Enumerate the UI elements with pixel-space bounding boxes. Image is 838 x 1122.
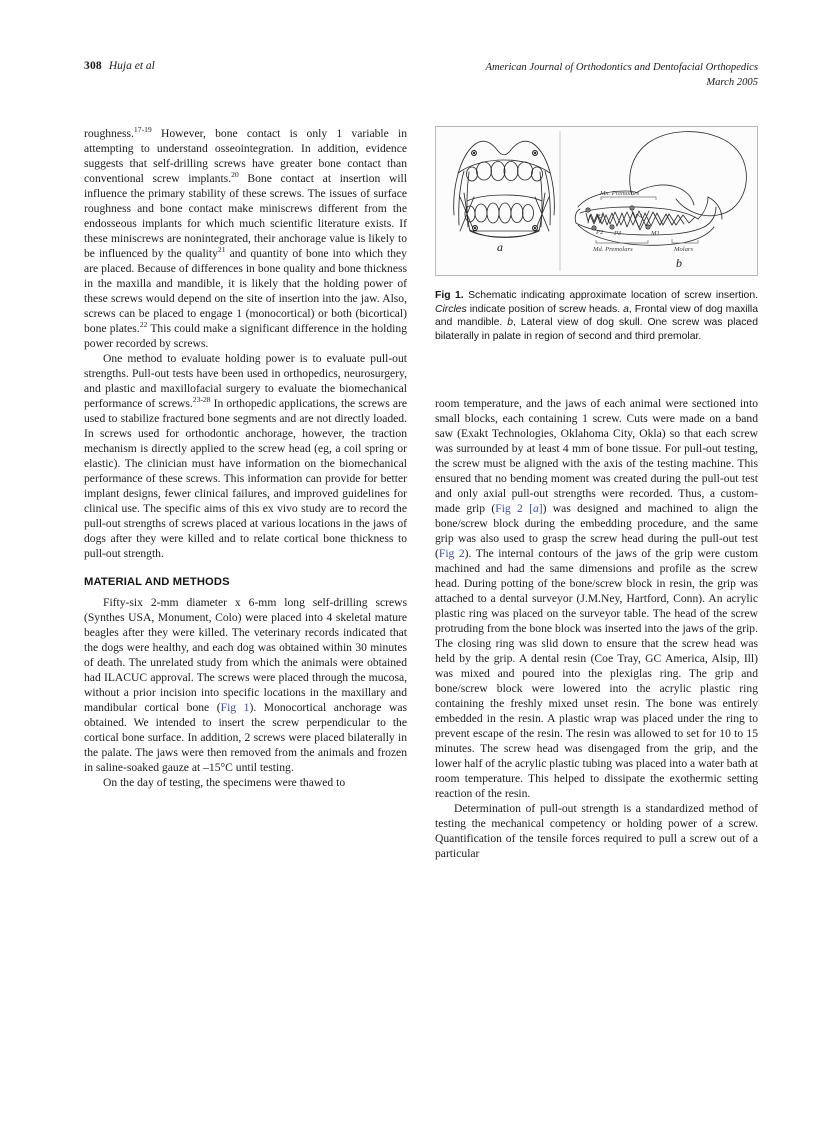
figure-1-block <box>435 126 758 343</box>
svg-text:Mx. Premolars: Mx. Premolars <box>600 190 640 197</box>
svg-text:P2: P2 <box>596 229 604 236</box>
paragraph: Determination of pull-out strength is a standardized method of testing the mechanical competency or holding power of a screw. Quantification of the tensile forces required to pull a screw out of a particular <box>435 802 758 860</box>
citation-superscript[interactable]: 20 <box>231 170 239 180</box>
citation-superscript[interactable]: 21 <box>217 245 226 255</box>
article-authors: Huja et al <box>108 60 155 72</box>
paragraph: On the day of testing, the specimens were thawed to <box>103 775 346 789</box>
running-head-right <box>486 60 758 90</box>
page-number: 308 <box>84 60 102 72</box>
svg-text:Molars: Molars <box>674 246 694 253</box>
figure-reference-link[interactable]: Fig 1 <box>220 700 250 714</box>
running-head <box>84 60 758 90</box>
svg-text:P3: P3 <box>614 230 622 237</box>
svg-text:P4: P4 <box>635 213 643 220</box>
figure-reference-link[interactable]: Fig 2 [ <box>495 502 533 515</box>
paragraph: Fifty-six 2-mm diameter x 6-mm long self-drilling screws (Synthes USA, Monument, Colo) were placed into 4 skeletal mature beagles after they were killed. The veterinary records indicated that the dogs were healthy, and each dog was obtained within 30 minutes of death. The unrelated study from which the animals were obtained had ILACUC approval. The screws were placed through the mucosa, without a prior incision into specific locations in the maxillary and mandibular cortical bone (Fig 1). Monocortical anchorage was obtained. We intended to insert the screw perpendicular to the cortical bone surface. In addition, 2 screws were placed bilaterally in the palate. The jaws were then removed from the animals and frozen in saline-soaked gauze at –15°C until testing. <box>84 595 407 774</box>
panel-a-label: a <box>497 240 503 254</box>
svg-text:P3: P3 <box>596 213 604 220</box>
left-column-methods-body <box>84 595 407 790</box>
figure-reference-link[interactable]: a <box>532 502 539 515</box>
left-column-body <box>84 126 407 561</box>
svg-text:M1: M1 <box>651 230 660 237</box>
paragraph: room temperature, and the jaws of each animal were sectioned into small blocks, each containing 1 screw. Cuts were made on a band saw (Exakt Technologies, Oklahoma City, Okla) so that each screw was surrounded by at least 4 mm of bone tissue. For pull-out testing, the screw must be aligned with the axis of the testing machine. This ensured that no bending moment was created during the pull-out test and only axial pull-out strengths were recorded. Thus, a custom-made grip (Fig 2 [a]) was designed and machined to align the bone/screw block during the embedding procedure, and the same grip was also used to grasp the screw head during the pull-out test (Fig 2). The internal contours of the jaws of the grip were custom machined and had the same dimensions and profile as the screw head. During potting of the bone/screw block in resin, the grip was attached to a dental surveyor (J.M.Ney, Hartford, Conn). An acrylic plastic ring was placed on the surveyor table. The head of the screw protruding from the bone block was inserted into the jaws of the grip. The closing ring was slid down to ensure that the screw head was held by the grip. A dental resin (Coe Tray, GC America, Alsip, Ill) was mixed and poured into the plexiglas ring. The grip and bone/screw block were lowered into the acrylic plastic ring containing the freshly mixed unset resin. The bone was entirely embedded in the resin. A plastic wrap was placed under the ring to prevent escape of the resin. The resin was allowed to set for 10 to 15 minutes. The screw head was disengaged from the grip, and the lower half of the acrylic plastic tubing was placed into a water bath at room temperature. This helped to dissipate the exothermic setting reaction of the resin. <box>435 397 758 800</box>
figure-1-image <box>435 126 758 276</box>
figure-reference-link[interactable]: Fig 2 <box>438 547 465 560</box>
journal-title: American Journal of Orthodontics and Dentofacial Orthopedics <box>485 62 758 73</box>
left-column <box>84 126 407 790</box>
right-column <box>435 396 758 861</box>
citation-superscript[interactable]: 23-28 <box>192 395 211 405</box>
dog-jaw-schematic-svg <box>436 127 757 275</box>
paragraph: One method to evaluate holding power is to evaluate pull-out strengths. Pull-out tests have been used in orthopedics, neurosurgery, and plastic and maxillofacial surgery to evaluate the biomechanical performance of screws.$^{23-28}$ In orthopedic applications, the screws are used to stabilize fractured bone segments and are not directly loaded. In screws used for orthodontic anchorage, however, the traction mechanism is directly applied to the screw head (eg, a coil spring or elastic). The clinician must have information on the biomechanical performance of these screws. This information can provide for better implant designs, fewer clinical failures, and improved guidelines for clinical use. The specific aims of this ex vivo study are to record the pull-out strengths of screws placed at various locations in the jaws of dogs after they were killed and to relate cortical bone thickness to pull-out strength. <box>84 352 407 560</box>
figure-1-caption: Fig 1. Schematic indicating approximate location of screw insertion. Circles indicate position of screw heads. a, Frontal view of dog maxilla and mandible. b, Lateral view of dog skull. One screw was placed bilaterally in palate in region of second and third premolar. <box>435 290 758 342</box>
panel-b-label: b <box>676 256 682 270</box>
citation-superscript[interactable]: 22 <box>139 320 148 330</box>
paragraph: roughness.$^{17-19}$ However, bone contact is only 1 variable in attempting to understand osseointegration. In addition, evidence suggests that self-drilling screws have greater bone contact than conventional screw implants.$^{20}$ Bone contact at insertion will influence the primary stability of these screws. The issues of surface roughness and bone contact make miniscrews different from the endosseous implants for which much scientific literature exists. If these miniscrews are nonintegrated, their anchorage value is likely to be influenced by the quality$^{21}$ and quantity of bone into which they are placed. Because of differences in bone quality and bone thickness in the maxilla and mandible, it is likely that the holding power of these screws would depend on the site of insertion into the jaw. Also, screws can be placed to engage 1 (monocortical) or both (bicortical) bone plates.$^{22}$ This could make a significant difference in the holding power recorded by screws. <box>84 125 407 350</box>
figure-reference-link[interactable]: ] <box>538 502 543 515</box>
right-column-body <box>435 396 758 861</box>
running-head-left <box>84 60 155 72</box>
citation-superscript[interactable]: 17-19 <box>133 125 152 135</box>
section-heading-material-and-methods: MATERIAL AND METHODS <box>84 576 230 588</box>
svg-text:Md. Premolars: Md. Premolars <box>593 246 633 253</box>
issue-date: March 2005 <box>706 77 758 89</box>
